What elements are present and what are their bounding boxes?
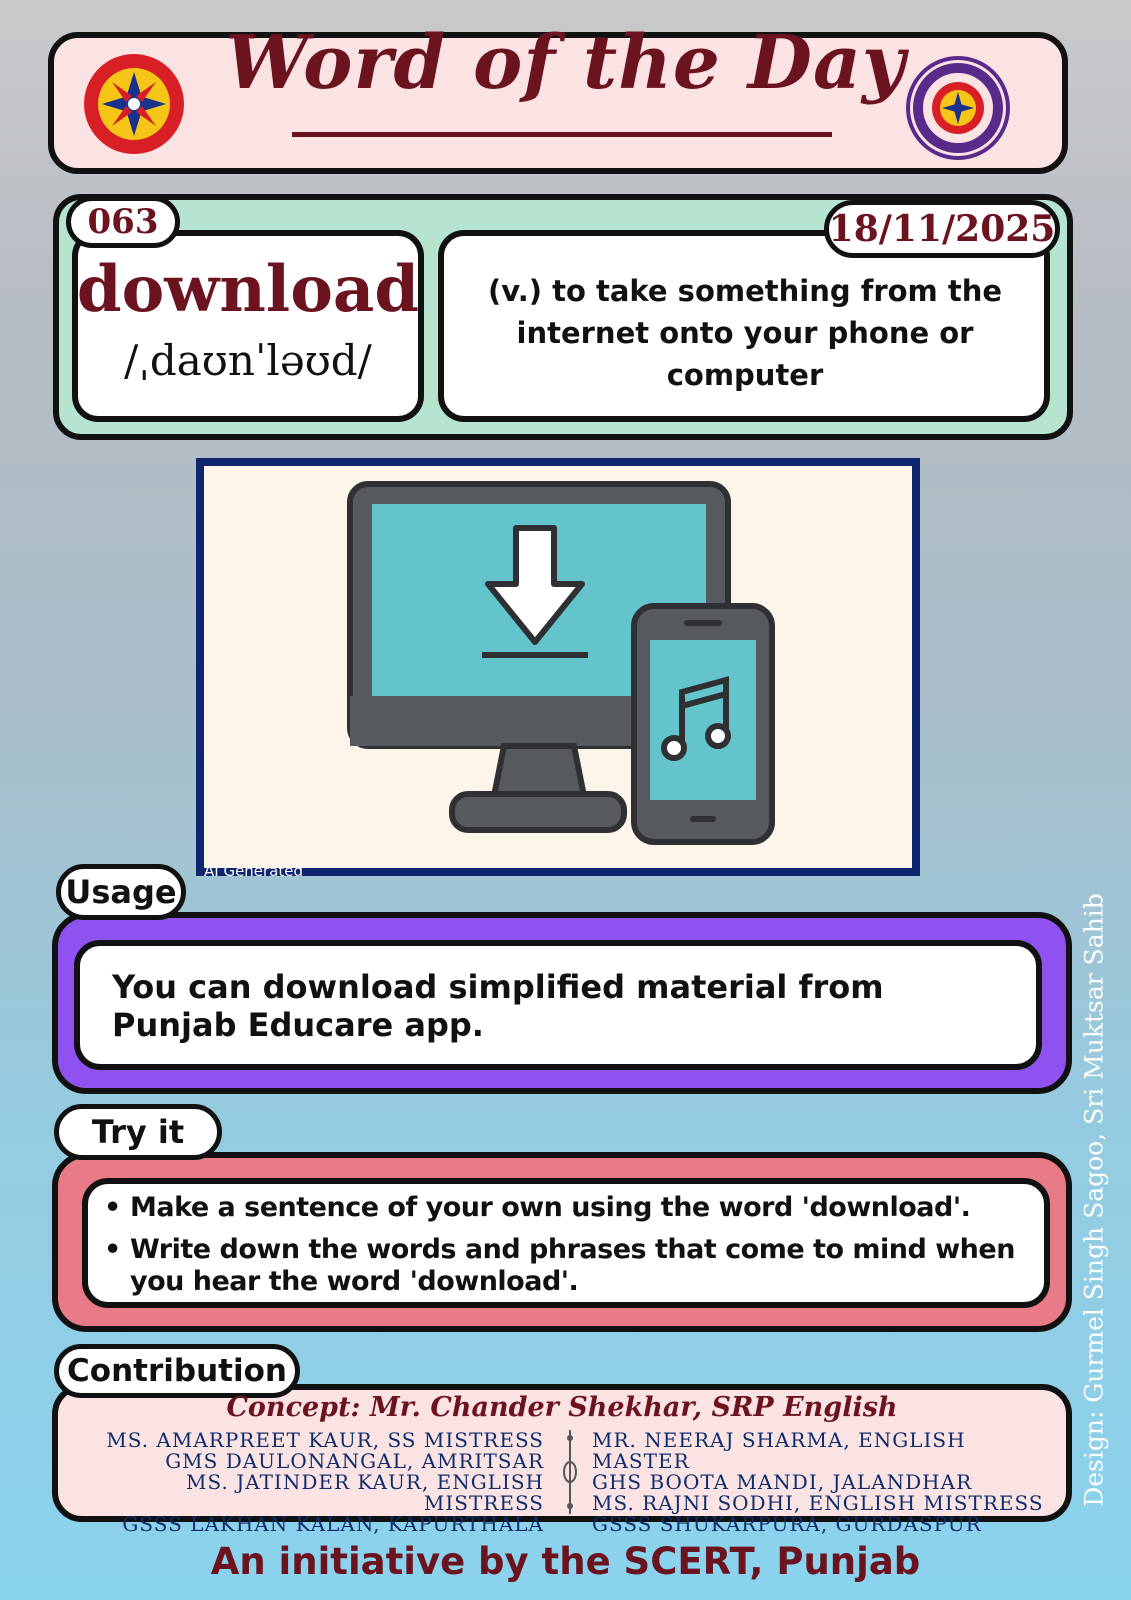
contributor-line: MS. AMARPREET KAUR, SS MISTRESS	[106, 1428, 544, 1452]
footer-initiative: An initiative by the SCERT, Punjab	[210, 1540, 921, 1583]
contributor-line: MS. JATINDER KAUR, ENGLISH MISTRESS	[186, 1470, 544, 1515]
design-credit: Design: Gurmel Singh Sagoo, Sri Muktsar Sahib	[1079, 893, 1109, 1507]
contributor-line: GSSS LAKHAN KALAN, KAPURTHALA	[122, 1512, 544, 1536]
word-pronunciation: /ˌdaʊnˈləʊd/	[124, 336, 372, 385]
english-circles-seal-icon	[906, 56, 1010, 160]
concept-credit: Concept: Mr. Chander Shekhar, SRP English	[226, 1392, 898, 1423]
ai-generated-caption: AI Generated	[204, 862, 304, 880]
word-definition: (v.) to take something from the internet onto your phone or computer	[487, 274, 1003, 392]
usage-label: Usage	[56, 864, 186, 920]
try-it-label: Try it	[54, 1104, 222, 1160]
contribution-label: Contribution	[54, 1344, 300, 1398]
try-it-list	[104, 1192, 1034, 1308]
contributors-right	[592, 1430, 1062, 1535]
title-underline	[292, 132, 832, 137]
usage-sentence: You can download simplified material from Punjab Educare app.	[112, 968, 884, 1044]
smartphone-icon	[634, 606, 772, 842]
list-item: • Write down the words and phrases that come to mind when you hear the word 'download'.	[104, 1234, 1034, 1298]
word-number-badge: 063	[66, 196, 180, 248]
date-badge: 18/11/2025	[824, 200, 1060, 258]
contributor-line: MR. NEERAJ SHARMA, ENGLISH MASTER	[592, 1428, 966, 1473]
word-term: download	[76, 252, 420, 327]
list-item: • Make a sentence of your own using the word 'download'.	[104, 1192, 1034, 1224]
illustration-frame	[196, 458, 920, 876]
contributor-line: GMS DAULONANGAL, AMRITSAR	[165, 1449, 544, 1473]
contributor-line: GHS BOOTA MANDI, JALANDHAR	[592, 1470, 973, 1494]
contributor-line: MS. RAJNI SODHI, ENGLISH MISTRESS	[592, 1491, 1044, 1515]
contributor-line: GSSS SHUKARPURA, GURDASPUR	[592, 1512, 982, 1536]
page-title: Word of the Day	[225, 20, 906, 106]
download-illustration	[204, 466, 912, 868]
ornament-divider-icon	[563, 1430, 577, 1514]
contributors-left	[62, 1430, 544, 1535]
